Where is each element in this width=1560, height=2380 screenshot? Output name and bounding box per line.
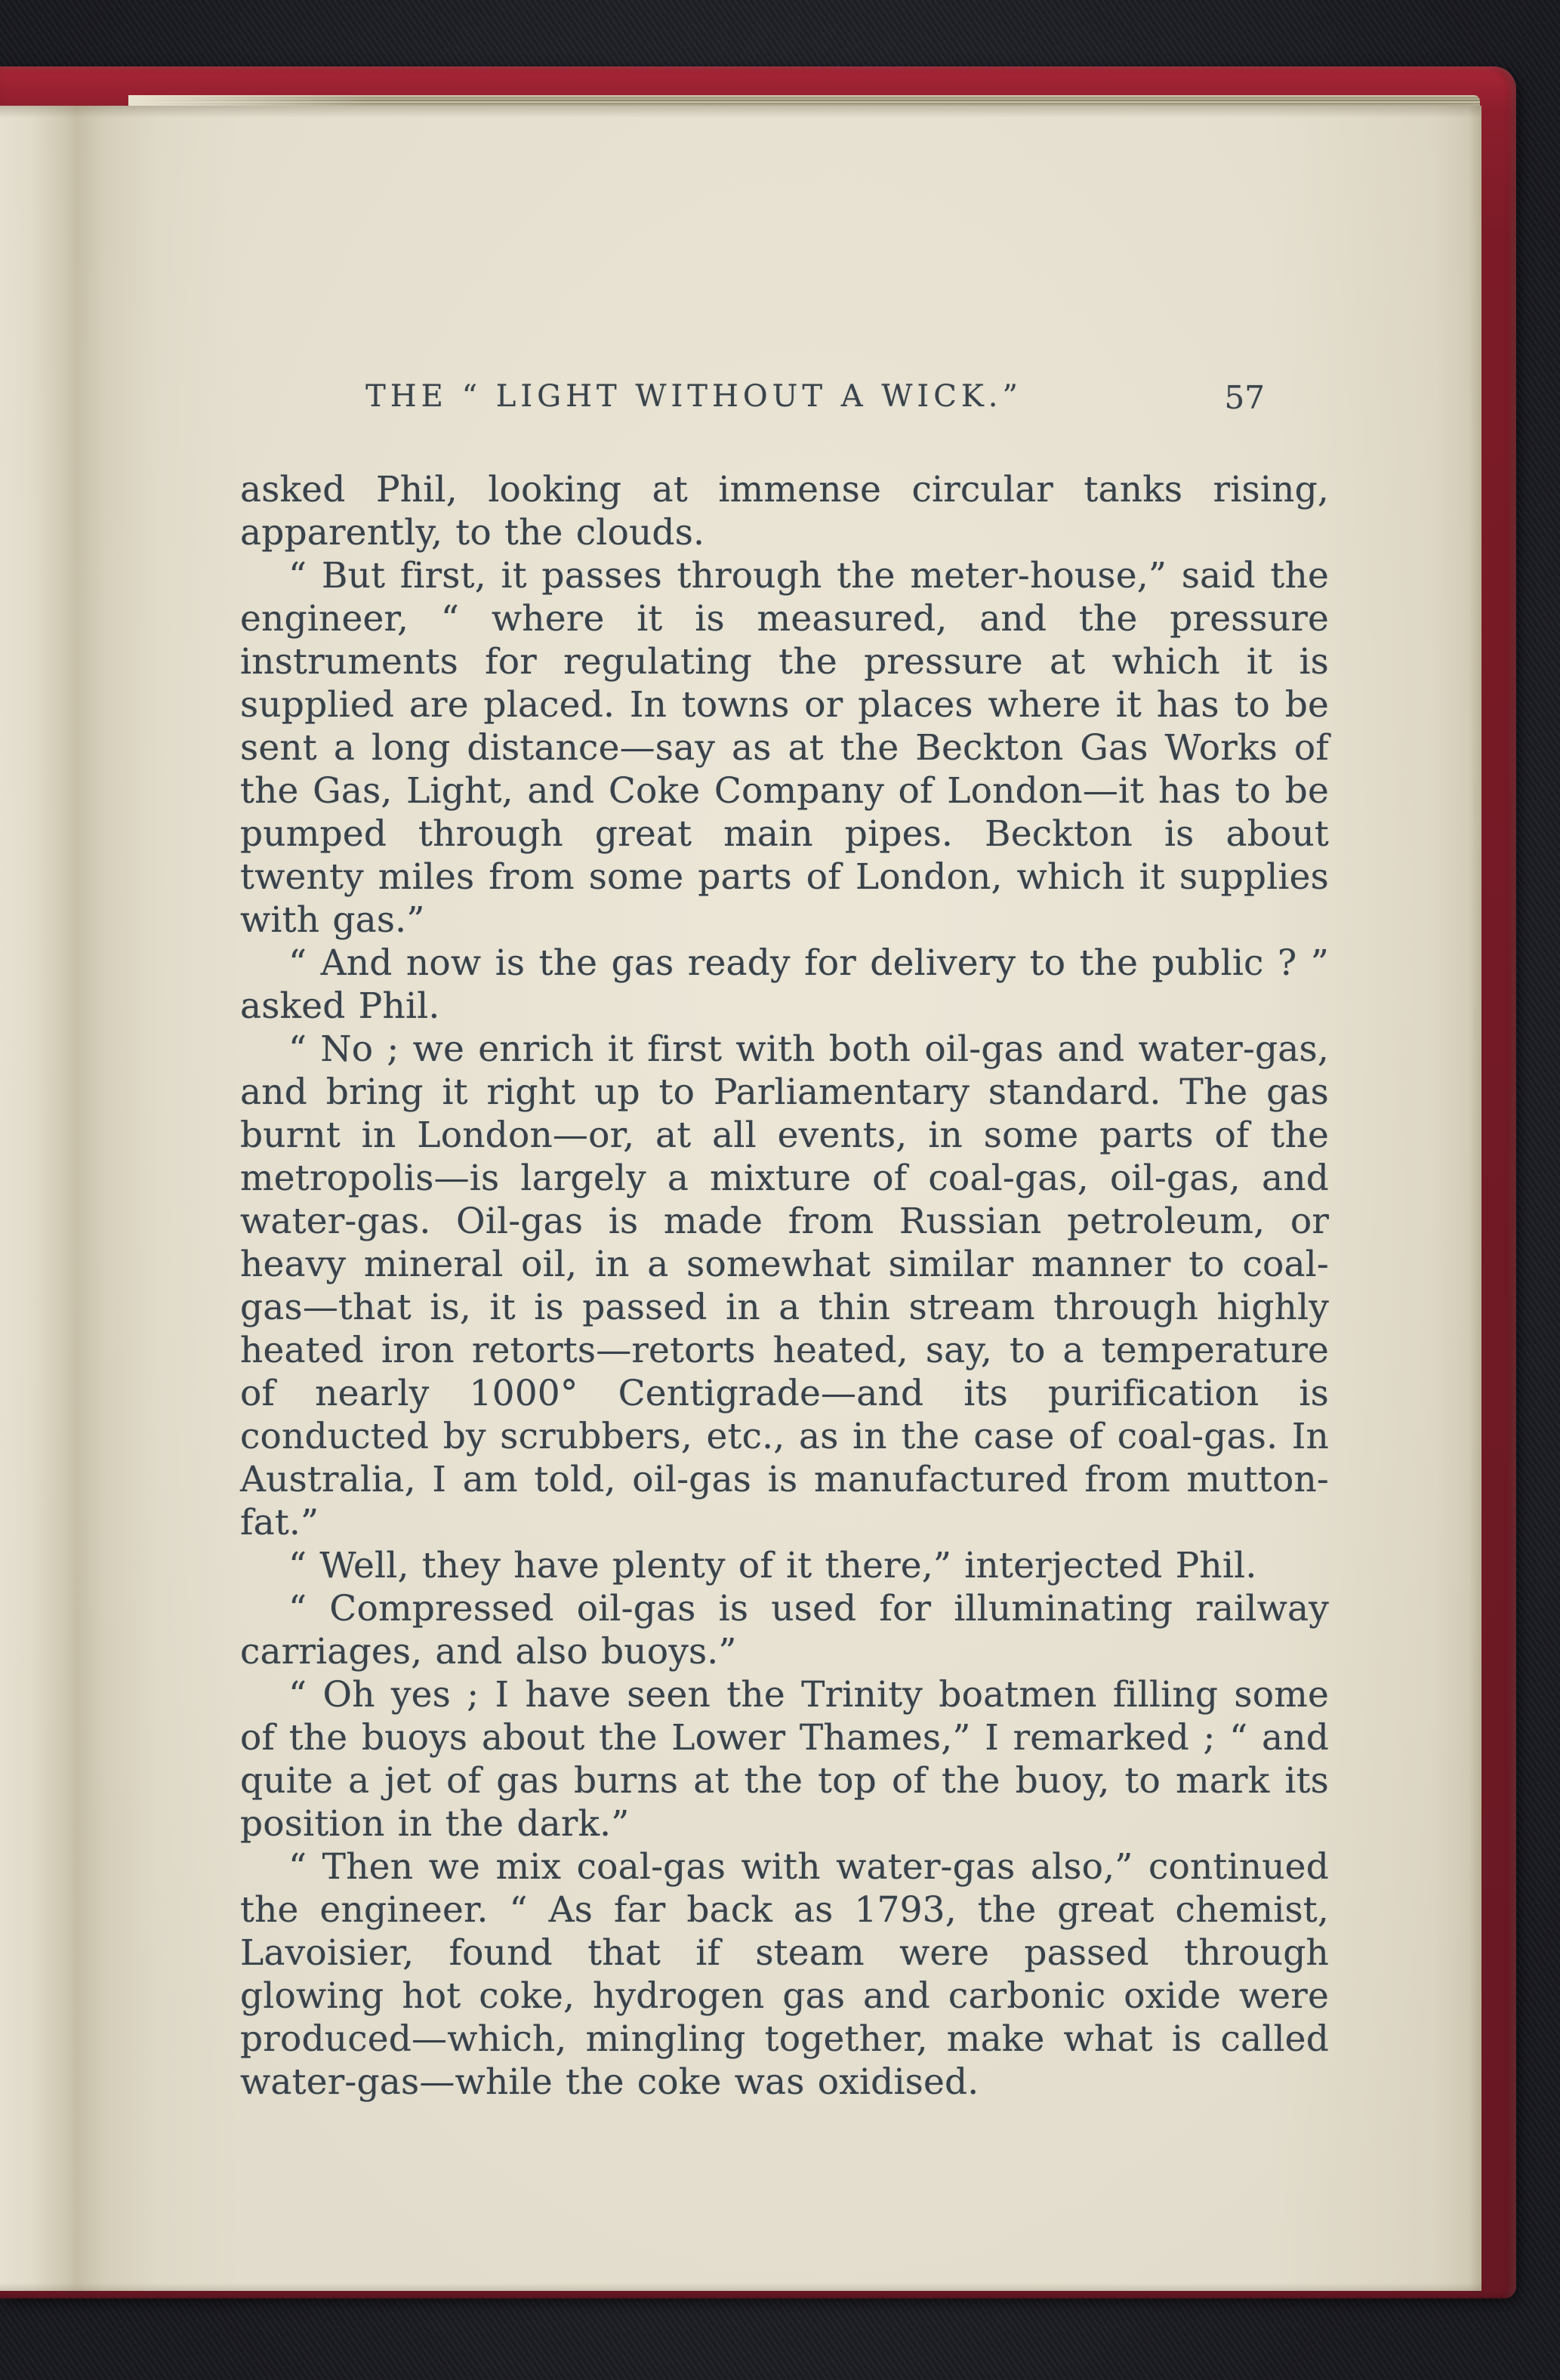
paragraph: “ Well, they have plenty of it there,” interjected Phil. bbox=[288, 1545, 1257, 1586]
paragraph: “ Then we mix coal-gas with water-gas also,” continued the engineer. “ As far back as 1793, the great chemist, Lavoisier, found that if steam were passed through glowing hot coke, hydrogen gas and carbonic oxide were produced—which, mingling together, make what is called water-gas—while the coke was oxidised. bbox=[240, 1846, 1329, 2103]
paragraph: “ No ; we enrich it first with both oil-gas and water-gas, and bring it right up to Parliamentary standard. The gas burnt in London—or, at all events, in some parts of the metropolis—is largely a mixture of coal-gas, oil-gas, and water-gas. Oil-gas is made from Russian petroleum, or heavy mineral oil, in a somewhat similar manner to coal-gas—that is, it is passed in a thin stream through highly heated iron retorts—retorts heated, say, to a temperature of nearly 1000° Centigrade—and its purification is conducted by scrubbers, etc., as in the case of coal-gas. In Australia, I am told, oil-gas is manufactured from mutton-fat.” bbox=[240, 1028, 1329, 1543]
page-content bbox=[240, 379, 1329, 2104]
running-header bbox=[240, 379, 1329, 417]
paragraph: “ But first, it passes through the meter-house,” said the engineer, “ where it is measured, and the pressure instruments for regulating the pressure at which it is supplied are placed. In towns or places where it has to be sent a long distance—say as at the Beckton Gas Works of the Gas, Light, and Coke Company of London—it has to be pumped through great main pipes. Beckton is about twenty miles from some parts of London, which it supplies with gas.” bbox=[240, 555, 1329, 941]
paragraph: “ And now is the gas ready for delivery to the public ? ” asked Phil. bbox=[240, 942, 1329, 1027]
page-number: 57 bbox=[1224, 379, 1265, 416]
book-page bbox=[0, 106, 1481, 2291]
body-text bbox=[240, 468, 1329, 2104]
paragraph: “ Compressed oil-gas is used for illuminating railway carriages, and also buoys.” bbox=[240, 1588, 1329, 1672]
page-title: THE “ LIGHT WITHOUT A WICK.” bbox=[365, 379, 1022, 414]
paragraph: asked Phil, looking at immense circular tanks rising, apparently, to the clouds. bbox=[240, 469, 1329, 553]
paragraph: “ Oh yes ; I have seen the Trinity boatmen filling some of the buoys about the Lower Thames,” I remarked ; “ and quite a jet of gas burns at the top of the buoy, to mark its position in the dark.” bbox=[240, 1674, 1329, 1845]
